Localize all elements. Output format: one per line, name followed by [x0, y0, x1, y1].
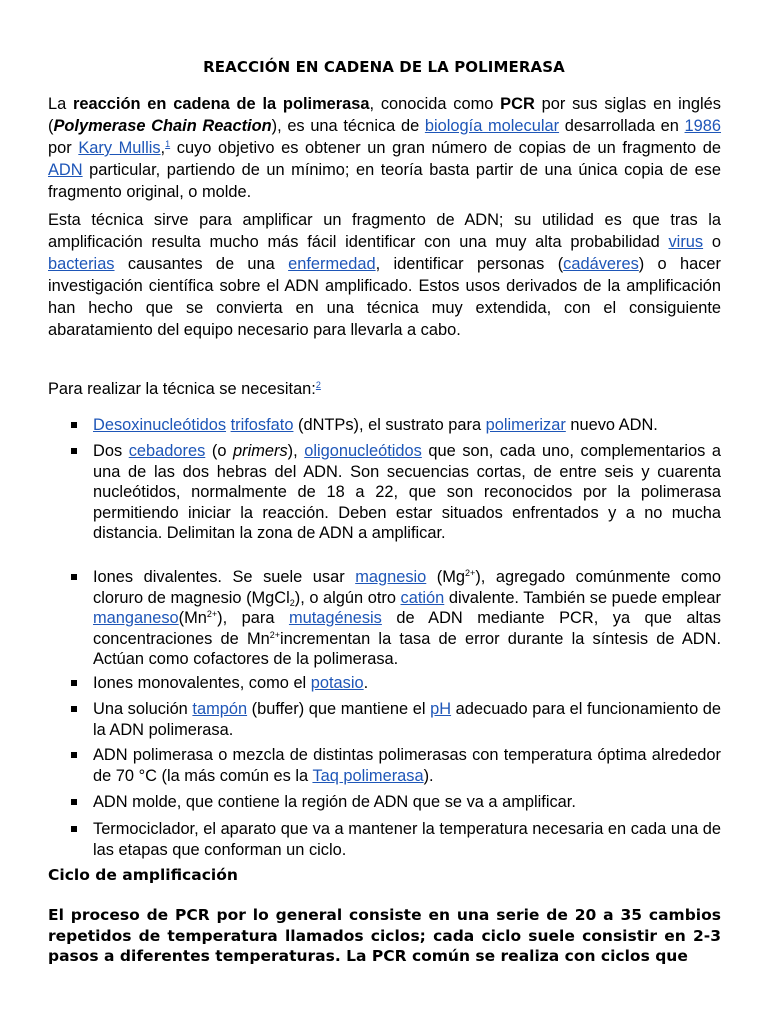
text: ,	[160, 139, 166, 157]
link-magnesio[interactable]: magnesio	[355, 568, 427, 586]
text: ).	[423, 766, 434, 785]
link-cadaveres[interactable]: cadáveres	[563, 255, 639, 273]
text: (Mn	[178, 609, 207, 627]
text: ADN polimerasa o mezcla de distintas polimerasas con temperatura óptima alrededor de 70 °C (la más común es la	[93, 746, 721, 785]
text: (dNTPs), el sustrato para	[293, 416, 486, 434]
link-polimerizar[interactable]: polimerizar	[485, 416, 566, 434]
text: Esta técnica sirve para amplificar un fragmento de ADN; su utilidad es que tras la amplificación resulta mucho más fácil identificar con una muy alta probabilidad	[48, 211, 721, 251]
bullet-icon	[71, 826, 77, 832]
text: que son, cada uno, complementarios a una de las dos hebras del ADN. Son secuencias cortas, de entre seis y cuarenta nucleótidos, normalmente de 18 a 22, que son reconocidos por la polimerasa permitiendo iniciar la reacción. Deben estar situados enfrentados y a no mucha distancia. Delimitan la zona de ADN a amplificar.	[93, 442, 721, 542]
text: causantes de una	[114, 255, 289, 273]
link-1986[interactable]: 1986	[684, 117, 722, 135]
superscript: 2+	[206, 609, 218, 619]
list-item	[93, 441, 721, 544]
text: La	[48, 95, 74, 113]
link-taq-polimerasa[interactable]: Taq polimerasa	[312, 766, 424, 785]
text: Termociclador, el aparato que va a mantener la temperatura necesaria en cada una de las etapas que conforman un ciclo.	[93, 820, 721, 859]
link-cation[interactable]: catión	[400, 588, 445, 607]
text: Para realizar la técnica se necesitan:	[48, 380, 316, 398]
text: ), o algún otro	[294, 588, 401, 607]
link-biologia-molecular[interactable]: biología molecular	[424, 117, 560, 135]
text: ) o hacer investigación científica sobre el ADN amplificado. Estos usos derivados de la amplificación han hecho que se convierta en una técnica muy extendida, con el consiguiente abaratamiento del equipo necesario para llevarla a cabo.	[48, 255, 722, 339]
text: .	[363, 674, 369, 692]
list-item	[93, 745, 721, 786]
list-item	[93, 792, 721, 813]
link-ph[interactable]: pH	[430, 700, 452, 718]
link-oligonucleotidos[interactable]: oligonucleótidos	[304, 442, 422, 460]
bold-term: reacción en cadena de la polimerasa	[73, 95, 370, 113]
text: (Mg	[426, 568, 466, 586]
text: desarrollada en	[559, 117, 685, 135]
text: particular, partiendo de un mínimo; en teoría basta partir de una única copia de ese fragmento original, o molde.	[48, 161, 721, 201]
text: (buffer) que mantiene el	[247, 700, 431, 718]
text: Una solución	[93, 700, 193, 718]
requirements-intro	[48, 378, 721, 400]
text: por sus siglas en inglés (	[48, 95, 721, 135]
bullet-icon	[71, 680, 77, 686]
text: de ADN mediante PCR, ya que altas concentraciones de Mn	[93, 609, 721, 648]
list-item	[93, 699, 721, 740]
text: ),	[287, 442, 305, 460]
superscript: 2+	[269, 629, 281, 640]
cycle-paragraph: El proceso de PCR por lo general consiste en una serie de 20 a 35 cambios repetidos de temperatura llamados ciclos; cada ciclo suele consistir en 2-3 pasos a diferentes temperaturas. La PCR común se realiza con ciclos que	[48, 906, 721, 965]
list-item	[93, 673, 721, 694]
intro-paragraph	[48, 93, 721, 203]
bullet-icon	[71, 706, 77, 712]
text: o	[703, 233, 721, 251]
text: , identificar personas (	[375, 255, 564, 273]
text: ), agregado comúnmente como cloruro de magnesio (MgCl	[93, 568, 721, 607]
text: adecuado para el funcionamiento de la ADN polimerasa.	[93, 700, 722, 739]
bullet-icon	[71, 799, 77, 805]
italic-term: primers	[233, 442, 288, 460]
text: Dos	[93, 442, 129, 460]
text: por	[48, 139, 79, 157]
text: ADN molde, que contiene la región de ADN que se va a amplificar.	[93, 793, 576, 811]
bold-term: PCR	[500, 95, 535, 113]
text: incrementan la tasa de error durante la síntesis de ADN. Actúan como cofactores de la polimerasa.	[93, 629, 721, 668]
italic-term: Polymerase Chain Reaction	[53, 117, 272, 135]
superscript: 2+	[465, 568, 476, 578]
text: cuyo objetivo es obtener un gran número de copias de un fragmento de	[170, 139, 721, 157]
text: Iones divalentes. Se suele usar	[93, 568, 356, 586]
document-title: REACCIÓN EN CADENA DE LA POLIMERASA	[203, 58, 565, 76]
link-kary-mullis[interactable]: Kary Mullis	[78, 139, 161, 157]
link-cebadores[interactable]: cebadores	[128, 442, 206, 460]
link-trifosfato[interactable]: trifosfato	[230, 416, 294, 434]
text: nuevo ADN.	[565, 416, 658, 434]
link-manganeso[interactable]: manganeso	[93, 609, 179, 627]
subscript: 2	[289, 597, 295, 608]
link-bacterias[interactable]: bacterias	[48, 255, 115, 273]
link-tampon[interactable]: tampón	[192, 700, 248, 718]
link-potasio[interactable]: potasio	[310, 674, 364, 692]
list-item	[93, 567, 721, 670]
text: Iones monovalentes, como el	[93, 674, 311, 692]
text: ), es una técnica de	[271, 117, 425, 135]
list-item	[93, 819, 721, 860]
bullet-icon	[71, 752, 77, 758]
link-adn[interactable]: ADN	[48, 161, 83, 179]
link-virus[interactable]: virus	[668, 233, 704, 251]
link-mutagenesis[interactable]: mutagénesis	[288, 609, 382, 627]
link-enfermedad[interactable]: enfermedad	[288, 255, 376, 273]
utility-paragraph	[48, 209, 721, 341]
link-desoxinucleotidos[interactable]: Desoxinucleótidos	[93, 416, 227, 434]
bullet-icon	[71, 422, 77, 428]
list-item	[93, 415, 721, 436]
text: , conocida como	[369, 95, 501, 113]
text: divalente. También se puede emplear	[444, 588, 721, 607]
footnote-link-2[interactable]: 2	[315, 380, 321, 390]
bullet-icon	[71, 574, 77, 580]
bullet-icon	[71, 448, 77, 454]
footnote-link-1[interactable]: 1	[165, 139, 171, 149]
text: (o	[205, 442, 234, 460]
text: ), para	[217, 609, 289, 627]
section-heading: Ciclo de amplificación	[48, 866, 238, 884]
